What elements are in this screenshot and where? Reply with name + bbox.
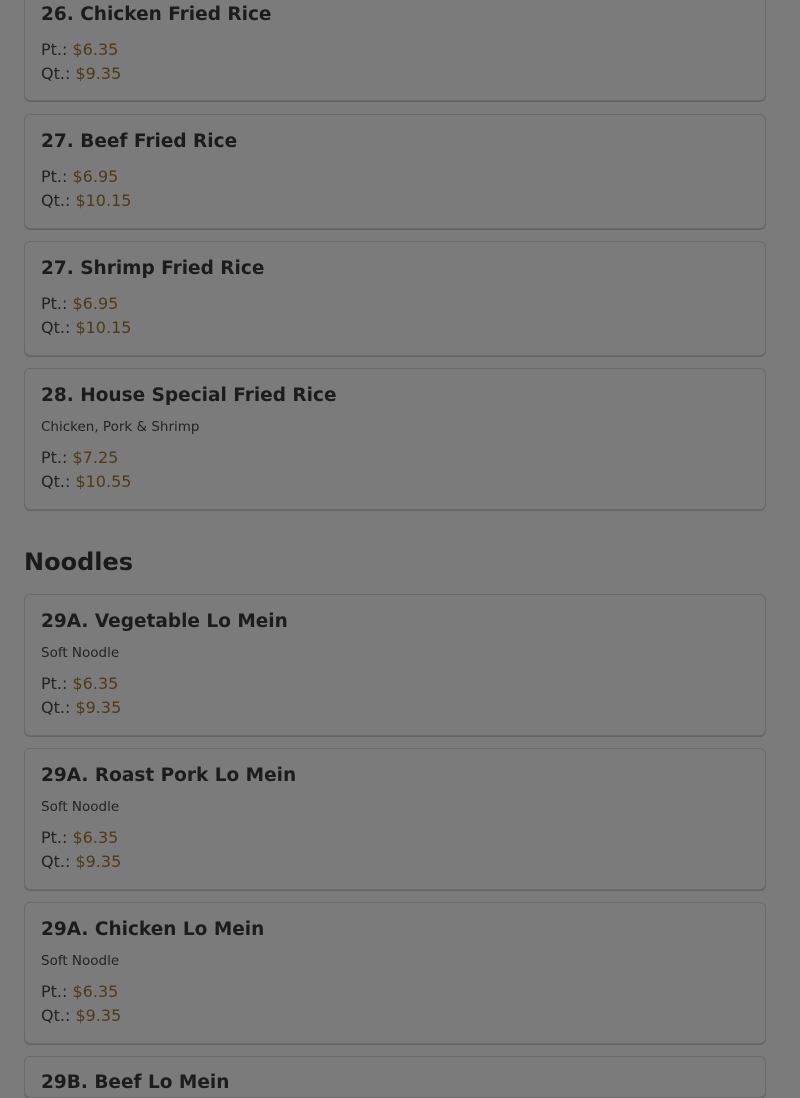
quart-price-line — [41, 698, 121, 717]
menu-item-title: 29A. Roast Pork Lo Mein — [41, 765, 297, 786]
menu-item-description: Soft Noodle — [41, 799, 120, 815]
pint-label: Pt.: — [41, 982, 68, 1001]
menu-item-card[interactable] — [24, 594, 766, 736]
menu-item-title: 26. Chicken Fried Rice — [41, 4, 272, 25]
quart-price-line — [41, 472, 131, 491]
pint-price: $6.95 — [72, 294, 119, 313]
menu-item-card[interactable] — [24, 241, 766, 356]
pint-price: $7.25 — [72, 448, 119, 467]
quart-price-line — [41, 318, 131, 337]
pint-label: Pt.: — [41, 828, 68, 847]
menu-item-card[interactable] — [24, 0, 766, 101]
pint-price-line — [41, 982, 118, 1001]
pint-price: $6.95 — [72, 167, 119, 186]
pint-price: $6.35 — [72, 828, 119, 847]
pint-price: $6.35 — [72, 982, 119, 1001]
quart-label: Qt.: — [41, 852, 71, 871]
menu-item-card[interactable] — [24, 902, 766, 1044]
quart-price: $10.55 — [75, 472, 132, 491]
quart-label: Qt.: — [41, 318, 71, 337]
quart-price: $9.35 — [75, 1006, 122, 1025]
pint-price-line — [41, 828, 118, 847]
menu-item-card[interactable] — [24, 748, 766, 890]
quart-price-line — [41, 852, 121, 871]
menu-item-title: 27. Beef Fried Rice — [41, 131, 238, 152]
quart-price: $9.35 — [75, 852, 122, 871]
section-heading-noodles: Noodles — [24, 548, 134, 576]
menu-item-card[interactable] — [24, 1056, 766, 1098]
quart-label: Qt.: — [41, 64, 71, 83]
menu-item-card[interactable] — [24, 368, 766, 510]
menu-item-title: 28. House Special Fried Rice — [41, 385, 337, 406]
pint-price-line — [41, 167, 118, 186]
menu-item-description: Soft Noodle — [41, 645, 120, 661]
pint-price: $6.35 — [72, 40, 119, 59]
quart-price: $10.15 — [75, 191, 132, 210]
quart-label: Qt.: — [41, 1006, 71, 1025]
pint-price-line — [41, 448, 118, 467]
quart-label: Qt.: — [41, 472, 71, 491]
quart-price: $9.35 — [75, 698, 122, 717]
quart-label: Qt.: — [41, 191, 71, 210]
menu-item-card[interactable] — [24, 114, 766, 229]
pint-label: Pt.: — [41, 40, 68, 59]
menu-item-title: 29B. Beef Lo Mein — [41, 1072, 230, 1093]
pint-price: $6.35 — [72, 674, 119, 693]
pint-price-line — [41, 294, 118, 313]
pint-label: Pt.: — [41, 167, 68, 186]
quart-label: Qt.: — [41, 698, 71, 717]
quart-price: $10.15 — [75, 318, 132, 337]
menu-item-title: 29A. Vegetable Lo Mein — [41, 611, 288, 632]
pint-price-line — [41, 40, 118, 59]
pint-label: Pt.: — [41, 674, 68, 693]
pint-label: Pt.: — [41, 448, 68, 467]
menu-item-description: Soft Noodle — [41, 953, 120, 969]
quart-price-line — [41, 1006, 121, 1025]
menu-item-title: 29A. Chicken Lo Mein — [41, 919, 265, 940]
pint-label: Pt.: — [41, 294, 68, 313]
quart-price: $9.35 — [75, 64, 122, 83]
quart-price-line — [41, 191, 131, 210]
quart-price-line — [41, 64, 121, 83]
menu-item-description: Chicken, Pork & Shrimp — [41, 419, 200, 435]
pint-price-line — [41, 674, 118, 693]
menu-item-title: 27. Shrimp Fried Rice — [41, 258, 265, 279]
